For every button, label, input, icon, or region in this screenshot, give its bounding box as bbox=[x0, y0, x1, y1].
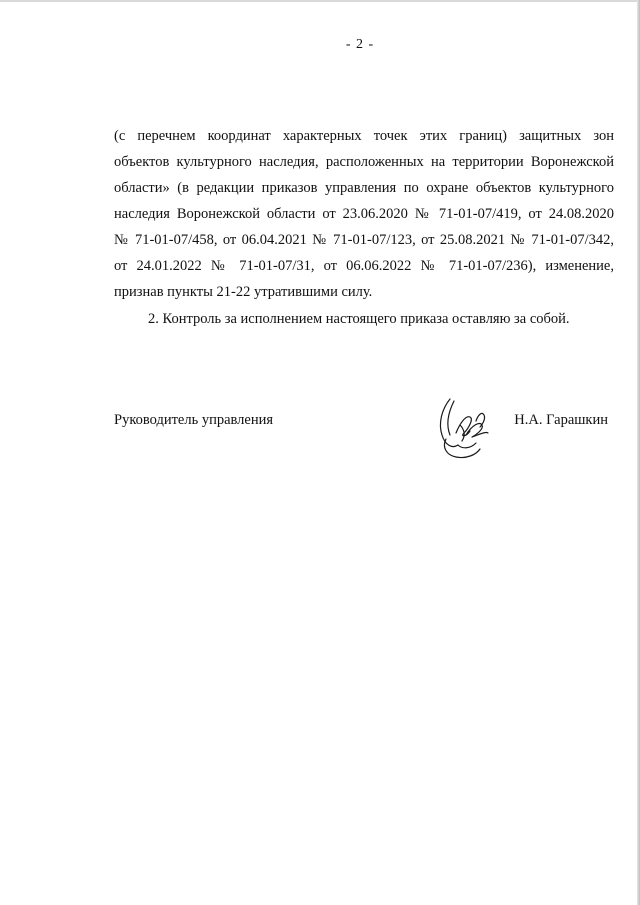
signature-block bbox=[114, 395, 614, 465]
paragraph-line: от 24.01.2022 № 71-01-07/31, от 06.06.2022 № 71-01-07/236), изменение, bbox=[114, 258, 614, 274]
signer-name: Н.А. Гарашкин bbox=[514, 412, 608, 428]
paragraph-line: № 71-01-07/458, от 06.04.2021 № 71-01-07/123, от 25.08.2021 № 71-01-07/342, bbox=[114, 232, 614, 248]
paragraph-line: признав пункты 21-22 утратившими силу. bbox=[114, 284, 373, 300]
signer-title: Руководитель управления bbox=[114, 412, 274, 428]
paragraph-2: 2. Контроль за исполнением настоящего приказа оставляю за собой. bbox=[148, 311, 570, 327]
paragraph-1 bbox=[114, 123, 614, 305]
paragraph-line: объектов культурного наследия, расположенных на территории Воронежской bbox=[114, 154, 614, 170]
paragraph-line: (с перечнем координат характерных точек этих границ) защитных зон bbox=[114, 128, 614, 144]
scan-edge-top bbox=[0, 0, 640, 2]
paragraph-line: наследия Воронежской области от 23.06.2020 № 71-01-07/419, от 24.08.2020 bbox=[114, 206, 614, 222]
handwritten-signature-icon bbox=[436, 395, 494, 461]
paragraph-line: области» (в редакции приказов управления по охране объектов культурного bbox=[114, 180, 614, 196]
page-number: - 2 - bbox=[345, 37, 375, 52]
